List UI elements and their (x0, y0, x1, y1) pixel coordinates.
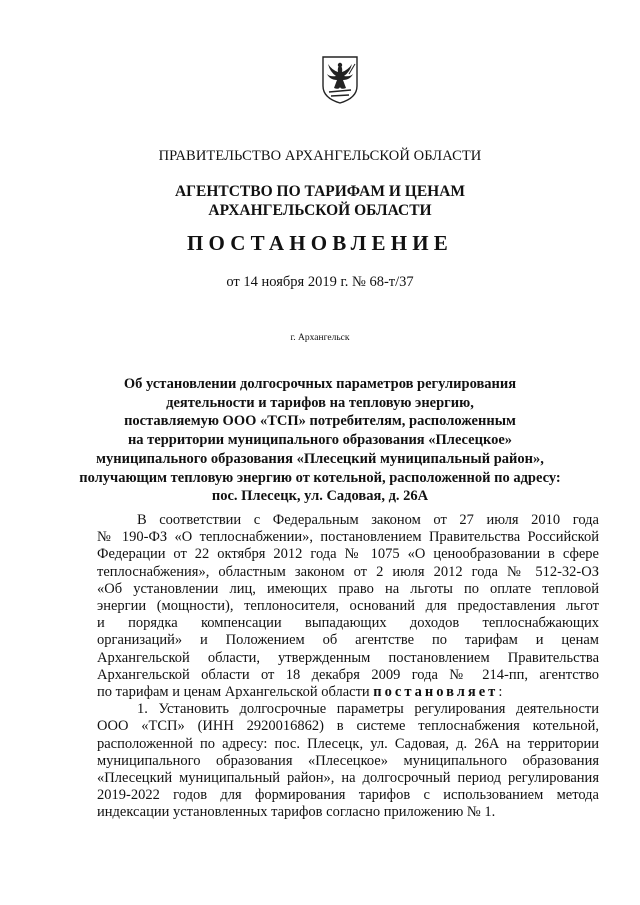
government-name: ПРАВИТЕЛЬСТВО АРХАНГЕЛЬСКОЙ ОБЛАСТИ (158, 148, 482, 164)
body-line-resolves (97, 684, 599, 701)
title-line: деятельности и тарифов на тепловую энергию, (166, 394, 474, 411)
title-line: муниципального образования «Плесецкий муниципальный район», (96, 450, 544, 467)
body-line: Архангельской области от 18 декабря 2009 года № 214-пп, агентство (97, 666, 599, 683)
title-line: на территории муниципального образования «Плесецкое» (127, 432, 513, 449)
date-and-number: от 14 ноября 2019 г. № 68-т/37 (226, 274, 414, 290)
document-body (97, 512, 599, 822)
title-line: Об установлении долгосрочных параметров регулирования (123, 376, 517, 392)
resolves-colon: : (498, 684, 503, 701)
city-label: г. Архангельск (290, 333, 350, 343)
body-line: № 190-ФЗ «О теплоснабжении», постановлением Правительства Российской (97, 529, 599, 546)
document-title (0, 375, 640, 506)
agency-line: АРХАНГЕЛЬСКОЙ ОБЛАСТИ (208, 202, 432, 219)
item-line: муниципального образования «Плесецкое» муниципального образования (97, 752, 599, 769)
title-line: получающим тепловую энергию от котельной, расположенной по адресу: (79, 469, 561, 486)
resolves-word: постановляет (373, 684, 499, 701)
item-line: расположенной по адресу: пос. Плесецк, ул. Садовая, д. 26А на территории (97, 735, 599, 752)
agency-line: АГЕНТСТВО ПО ТАРИФАМ И ЦЕНАМ (174, 183, 466, 200)
body-line: теплоснабжения», областным законом от 2 июля 2012 года № 512-32-ОЗ (97, 563, 599, 580)
body-line: «Об установлении лиц, имеющих право на льготы по оплате тепловой (97, 580, 599, 597)
item-line: индексации установленных тарифов согласно приложению № 1. (97, 804, 496, 821)
item-line: 1. Установить долгосрочные параметры регулирования деятельности (137, 701, 599, 718)
item-line: «Плесецкий муниципальный район», на долгосрочный период регулирования (97, 770, 599, 787)
body-line: Архангельской области, утвержденным постановлением Правительства (97, 649, 599, 666)
item-line: ООО «ТСП» (ИНН 2920016862) в системе теплоснабжения котельной, (97, 718, 599, 735)
title-line: пос. Плесецк, ул. Садовая, д. 26А (211, 488, 429, 505)
body-line: В соответствии с Федеральным законом от 27 июля 2010 года (137, 512, 599, 528)
title-line: поставляемую ООО «ТСП» потребителям, расположенным (124, 413, 516, 430)
document-type: ПОСТАНОВЛЕНИЕ (186, 231, 454, 255)
preamble-end: по тарифам и ценам Архангельской области (97, 684, 370, 701)
agency-name (0, 182, 640, 220)
body-line: энергии (мощности), теплоносителя, оснований для предоставления льгот (97, 598, 599, 615)
item-line: 2019-2022 годов для формирования тарифов с использованием метода (97, 787, 599, 804)
body-line: и порядка компенсации выпадающих доходов теплоснабжающих (97, 615, 599, 632)
body-line: Федерации от 22 октября 2012 года № 1075 «О ценообразовании в сфере (97, 546, 599, 563)
body-line: организаций» и Положением об агентстве по тарифам и ценам (97, 632, 599, 649)
coat-of-arms-emblem (321, 56, 359, 104)
